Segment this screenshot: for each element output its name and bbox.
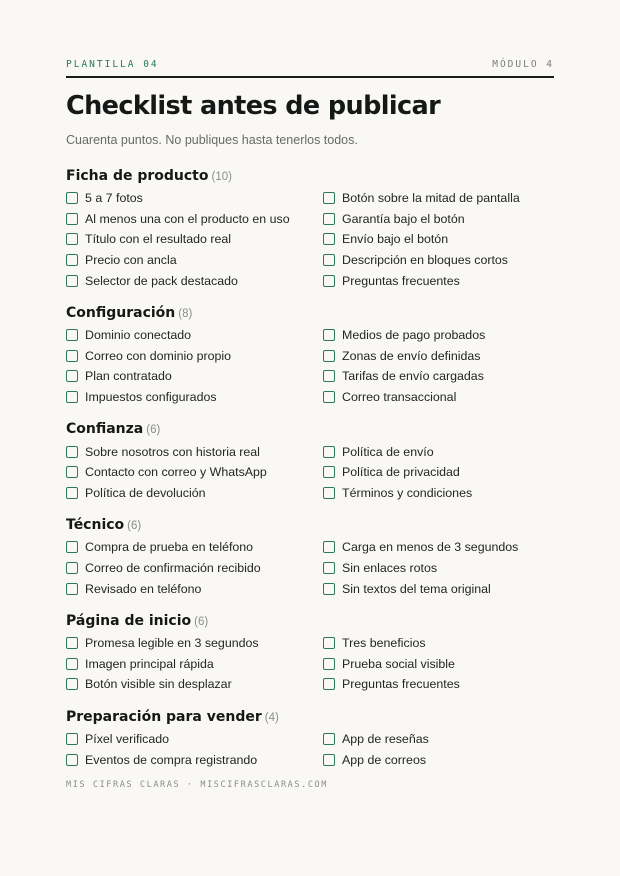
checklist-item-label: Tres beneficios [342,636,426,651]
checklist-item[interactable] [66,270,323,291]
checklist-section [66,708,554,770]
checklist-item[interactable] [66,729,323,750]
section-title: Ficha de producto [66,168,209,184]
checklist-item-label: Política de privacidad [342,465,460,480]
checklist-item-label: Título con el resultado real [85,232,232,247]
checklist-item-label: Correo de confirmación recibido [85,561,261,576]
checklist-item[interactable] [66,654,323,675]
checklist-item-label: 5 a 7 fotos [85,191,143,206]
checklist-item[interactable] [323,729,554,750]
checklist-item-label: Al menos una con el producto en uso [85,211,290,226]
checklist-item-label: Envío bajo el botón [342,232,449,247]
checkbox[interactable] [66,329,78,341]
checkbox[interactable] [323,275,335,287]
checkbox[interactable] [66,562,78,574]
checkbox[interactable] [66,275,78,287]
checklist-item[interactable] [66,578,323,599]
checklist-item[interactable] [323,483,554,504]
checklist-column-right [323,537,554,599]
checklist-page [66,58,554,770]
checklist-item[interactable] [323,229,554,250]
checkbox[interactable] [323,658,335,670]
section-title: Página de inicio [66,612,192,629]
checklist-item-label: Compra de prueba en teléfono [85,540,254,555]
section-heading [66,304,554,323]
checklist-item-label: Sin textos del tema original [342,581,491,596]
checklist-item[interactable] [66,366,323,387]
checklist-item[interactable] [323,578,554,599]
checklist-section [66,167,554,291]
checkbox[interactable] [323,562,335,574]
checklist-item[interactable] [66,558,323,579]
checklist-item[interactable] [323,441,554,462]
section-count: (6) [146,424,161,437]
checklist-item[interactable] [323,462,554,483]
checklist-item-label: Preguntas frecuentes [342,273,460,288]
checklist-item-label: Política de devolución [85,485,206,500]
checkbox[interactable] [323,466,335,478]
checkbox[interactable] [66,733,78,745]
checklist-item[interactable] [323,209,554,230]
checklist-item[interactable] [66,537,323,558]
checkbox[interactable] [323,192,335,204]
checkbox[interactable] [66,370,78,382]
section-title: Configuración [66,304,176,321]
checklist-item-label: Contacto con correo y WhatsApp [85,465,267,480]
checklist-column-left [66,441,323,503]
checkbox[interactable] [323,446,335,458]
checklist-item-label: Garantía bajo el botón [342,211,465,226]
checklist-item[interactable] [66,250,323,271]
checklist-item[interactable] [66,387,323,408]
page-subtitle: Cuarenta puntos. No publiques hasta tenerlos todos. [66,133,358,147]
section-heading [66,167,554,186]
checklist-item-label: Botón visible sin desplazar [85,677,232,692]
section-title: Preparación para vender [66,708,262,725]
checklist-item[interactable] [66,209,323,230]
checklist-item[interactable] [66,633,323,654]
checklist-item-label: App de reseñas [342,731,429,746]
checklist-item[interactable] [66,188,323,209]
checkbox[interactable] [66,391,78,403]
section-count: (6) [194,615,209,628]
checkbox[interactable] [66,466,78,478]
checkbox[interactable] [323,541,335,553]
checklist-item-label: Medios de pago probados [342,328,486,343]
checklist-item-label: Dominio conectado [85,328,192,343]
template-tag: PLANTILLA 04 [66,59,159,70]
section-heading [66,420,554,439]
checklist-item[interactable] [323,537,554,558]
checkbox[interactable] [66,541,78,553]
checklist-item-label: Eventos de compra registrando [85,752,258,767]
checklist-item-label: Sin enlaces rotos [342,561,438,576]
checkbox[interactable] [66,754,78,766]
checklist-item-label: App de correos [342,752,427,767]
checklist-column-left [66,325,323,407]
checklist-item-label: Prueba social visible [342,656,455,671]
checklist-item[interactable] [66,674,323,695]
checklist-column-right [323,633,554,695]
checklist-item[interactable] [323,270,554,291]
checklist-item-label: Descripción en bloques cortos [342,253,508,268]
checkbox[interactable] [66,678,78,690]
checklist-item-label: Preguntas frecuentes [342,677,460,692]
checkbox[interactable] [66,254,78,266]
section-heading [66,708,554,727]
checklist-item[interactable] [66,325,323,346]
section-count: (8) [178,307,193,320]
checklist-item-label: Zonas de envío definidas [342,348,481,363]
checklist-item[interactable] [66,229,323,250]
checklist-section [66,304,554,407]
checklist-item-label: Términos y condiciones [342,485,473,500]
checkbox[interactable] [323,754,335,766]
checklist-item-label: Imagen principal rápida [85,656,214,671]
checklist-item-label: Promesa legible en 3 segundos [85,636,259,651]
checklist-column-right [323,441,554,503]
checklist-item-label: Precio con ancla [85,253,177,268]
checkbox[interactable] [66,583,78,595]
module-tag: MÓDULO 4 [492,59,554,70]
page-title: Checklist antes de publicar [66,91,441,121]
top-bar [66,58,554,78]
checklist-sections [66,167,554,770]
checklist-item[interactable] [323,325,554,346]
checklist-item[interactable] [323,558,554,579]
section-count: (4) [264,711,279,724]
checklist-section [66,420,554,503]
footer-text: MIS CIFRAS CLARAS · MISCIFRASCLARAS.COM [66,780,328,790]
section-heading [66,612,554,631]
checkbox[interactable] [66,350,78,362]
checklist-column-left [66,537,323,599]
checklist-section [66,612,554,695]
checklist-item[interactable] [323,387,554,408]
checkbox[interactable] [323,583,335,595]
checklist-item-label: Sobre nosotros con historia real [85,444,260,459]
section-title: Confianza [66,421,144,438]
checkbox[interactable] [66,658,78,670]
checkbox[interactable] [66,213,78,225]
section-title: Técnico [66,517,125,534]
checklist-item-label: Correo transaccional [342,390,457,405]
checkbox[interactable] [66,192,78,204]
checkbox[interactable] [66,233,78,245]
checkbox[interactable] [323,233,335,245]
checklist-item-label: Impuestos configurados [85,390,217,405]
checklist-item-label: Botón sobre la mitad de pantalla [342,191,520,206]
checklist-item[interactable] [66,346,323,367]
checklist-item-label: Selector de pack destacado [85,273,238,288]
checklist-column-right [323,188,554,291]
checkbox[interactable] [323,370,335,382]
checklist-item[interactable] [66,441,323,462]
section-count: (10) [211,171,232,183]
checkbox[interactable] [66,446,78,458]
checklist-item[interactable] [323,633,554,654]
checklist-item[interactable] [66,483,323,504]
checklist-column-right [323,729,554,770]
checklist-item[interactable] [323,674,554,695]
checklist-item[interactable] [323,188,554,209]
checklist-item-label: Tarifas de envío cargadas [342,369,484,384]
checklist-column-left [66,633,323,695]
checklist-item[interactable] [323,654,554,675]
checklist-item-label: Revisado en teléfono [85,581,202,596]
checklist-item[interactable] [323,250,554,271]
checklist-item-label: Correo con dominio propio [85,348,232,363]
checklist-item[interactable] [323,346,554,367]
section-heading [66,516,554,535]
section-count: (6) [127,520,142,533]
checkbox[interactable] [323,678,335,690]
checkbox[interactable] [323,213,335,225]
checklist-item[interactable] [66,749,323,770]
checkbox[interactable] [323,391,335,403]
checklist-item-label: Plan contratado [85,369,172,384]
checkbox[interactable] [323,637,335,649]
checklist-section [66,516,554,599]
checkbox[interactable] [323,733,335,745]
checklist-column-right [323,325,554,407]
checkbox[interactable] [323,487,335,499]
checklist-item[interactable] [66,462,323,483]
checkbox[interactable] [66,637,78,649]
checkbox[interactable] [66,487,78,499]
checklist-item-label: Píxel verificado [85,731,170,746]
checklist-item[interactable] [323,366,554,387]
checkbox[interactable] [323,329,335,341]
checklist-item-label: Política de envío [342,444,434,459]
checklist-item-label: Carga en menos de 3 segundos [342,540,519,555]
checklist-column-left [66,729,323,770]
checklist-column-left [66,188,323,291]
checkbox[interactable] [323,254,335,266]
checklist-item[interactable] [323,749,554,770]
checkbox[interactable] [323,350,335,362]
